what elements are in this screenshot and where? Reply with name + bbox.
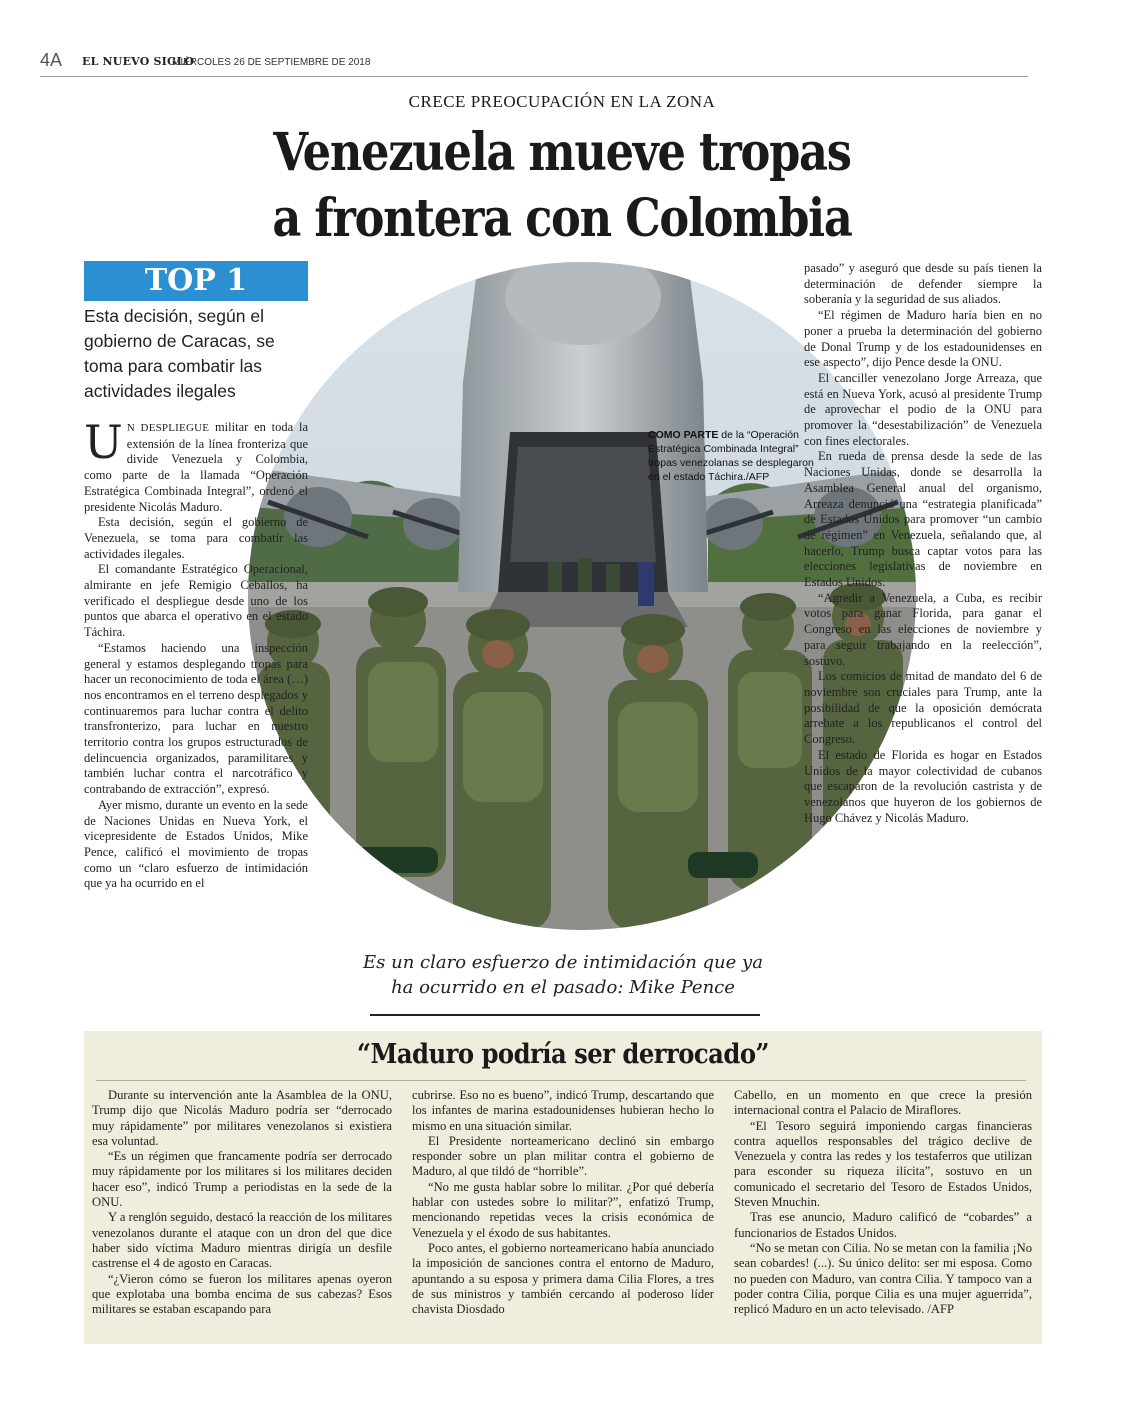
paragraph: “¿Vieron cómo se fueron los militares apenas oyeron que explotaba una bomba encima de sus cabezas? Esos militares se estaban escapando para bbox=[92, 1271, 392, 1317]
newspaper-name: EL NUEVO SIGLO bbox=[82, 55, 195, 68]
paragraph: El comandante Estratégico Operacional, almirante en jefe Remigio Ceballos, ha verificado el despliegue desde uno de los puntos que abarca el operativo en el estado Táchira. bbox=[84, 562, 308, 640]
pull-quote-rule bbox=[370, 1014, 760, 1016]
paragraph bbox=[84, 415, 308, 515]
sidebar-title: “Maduro podría ser derrocado” bbox=[357, 1039, 769, 1070]
sidebar-column-1 bbox=[92, 1088, 392, 1317]
sidebar-column-2 bbox=[412, 1088, 714, 1317]
paragraph: Los comicios de mitad de mandato del 6 de noviembre son cruciales para Trump, ante la posibilidad de que la oposición demócrata arrebate a los republicanos el control del Congreso. bbox=[804, 669, 1042, 747]
sidebar-title-rule bbox=[96, 1080, 1026, 1081]
caption-text: de la “Operación Estratégica Combinada Integral” tropas venezolanas se desplegaron en el estado Táchira./AFP bbox=[648, 429, 814, 483]
paragraph: pasado” y aseguró que desde su país tienen la determinación de defender siempre la soberanía y la seguridad de sus aliados. bbox=[804, 261, 1042, 307]
paragraph: “El régimen de Maduro haría bien en no poner a prueba la determinación del gobierno de Donal Trump y de los estadounidenses en ese aspecto”, dijo Pence desde la ONU. bbox=[804, 308, 1042, 370]
article-column-right bbox=[804, 261, 1042, 826]
caption-lead: COMO PARTE bbox=[648, 429, 719, 441]
paragraph: “No me gusta hablar sobre lo militar. ¿Por qué debería hablar con ustedes sobre lo militar?”, enfatizó Trump, mencionando repetidas veces la crisis económica de Venezuela y el éxodo de sus habitantes. bbox=[412, 1179, 714, 1240]
lead-in: N DESPLIEGUE bbox=[126, 422, 210, 434]
paragraph: Ayer mismo, durante un evento en la sede de Naciones Unidas en Nueva York, el vicepresidente de Estados Unidos, Mike Pence, calificó el movimiento de tropas como un “claro esfuerzo de intimidación que ya ha ocurrido en el bbox=[84, 797, 308, 891]
paragraph: “No se metan con Cilia. No se metan con la familia ¡No sean cobardes! (...). Su único delito: ser mi esposa. Como no pueden con Maduro, van contra Cilia. Y tampoco van a poder contra Cilia, porque Cilia es una mujer aguerrida”, replicó Maduro en un acto televisado. /AFP bbox=[734, 1240, 1032, 1317]
header-rule bbox=[40, 76, 1028, 77]
page-number: 4A bbox=[40, 50, 63, 70]
top-summary: Esta decisión, según el gobierno de Caracas, se toma para combatir las actividades ilegales bbox=[84, 306, 275, 401]
edition-date: MIÉRCOLES 26 DE SEPTIEMBRE DE 2018 bbox=[172, 57, 371, 68]
paragraph: “El Tesoro seguirá imponiendo cargas financieras contra aquellos responsables del trágico declive de Venezuela y contra las redes y los testaferros que utilizan para esconder su riqueza ilícita”, sostuvo en un comunicado el secretario del Tesoro de Estados Unidos, Steven Mnuchin. bbox=[734, 1118, 1032, 1210]
sidebar-column-3 bbox=[734, 1088, 1032, 1317]
headline-line-1: Venezuela mueve tropas bbox=[273, 122, 851, 183]
paragraph: “Estamos haciendo una inspección general y estamos desplegando tropas para hacer un reconocimiento de toda el área (…) nos encontramos en el terreno desplegados y continuaremos para luchar contra el delito transfronterizo, para luchar en nuestro territorio contra los grupos estructurados de delincuencia organizados, paramilitares y también luchar contra el narcotráfico y contrabando de extracción”, expresó. bbox=[84, 640, 308, 797]
paragraph-text: militar en toda la extensión de la línea fronteriza que divide Venezuela y Colombia, como parte de la llamada “Operación Estratégica Combinada Integral”, ordenó el presidente Nicolás Maduro. bbox=[84, 420, 308, 514]
article-column-left bbox=[84, 415, 308, 892]
paragraph: El estado de Florida es hogar en Estados Unidos de la mayor colectividad de cubanos que escaparon de la revolución castrista y de venezolanos que huyeron de los gobiernos de Hugo Chávez y Nicolás Maduro. bbox=[804, 747, 1042, 825]
article-headline bbox=[79, 120, 1046, 252]
paragraph: Y a renglón seguido, destacó la reacción de los militares venezolanos durante el ataque con un dron del que dice haber sido víctima Maduro mientras dirigía un desfile castrense el 4 de agosto en Caracas. bbox=[92, 1210, 392, 1271]
photo-caption bbox=[648, 428, 822, 484]
pull-quote: Es un claro esfuerzo de intimidación que ya ha ocurrido en el pasado: Mike Pence bbox=[363, 952, 763, 998]
paragraph: Esta decisión, según el gobierno de Venezuela, se toma para combatir las actividades ilegales. bbox=[84, 515, 308, 561]
paragraph: “Es un régimen que francamente podría ser derrocado muy rápidamente por los militares si los militares deciden hacer eso”, indicó Trump a periodistas en la sede de la ONU. bbox=[92, 1149, 392, 1210]
paragraph: Poco antes, el gobierno norteamericano había anunciado la imposición de sanciones contra el entorno de Maduro, apuntando a su esposa y primera dama Cilia Flores, a tres de sus ministros y también cercando al poderoso líder chavista Diosdado bbox=[412, 1240, 714, 1317]
paragraph: Durante su intervención ante la Asamblea de la ONU, Trump dijo que Nicolás Maduro podría ser “derrocado muy rápidamente” por militares venezolanos si existiera esa voluntad. bbox=[92, 1088, 392, 1148]
paragraph: El canciller venezolano Jorge Arreaza, que está en Nueva York, acusó al presidente Trump de aprovechar el podio de la ONU para promover la “desestabilización” de Venezuela con fines electorales. bbox=[804, 370, 1042, 448]
drop-cap: U bbox=[84, 415, 123, 469]
paragraph: El Presidente norteamericano declinó sin embargo responder sobre un plan militar contra el gobierno de Maduro, al que tildó de “horrible”. bbox=[412, 1133, 714, 1179]
paragraph: cubrirse. Eso no es bueno”, indicó Trump, descartando que los infantes de marina estadounidenses hubieran hecho lo mismo en una situación similar. bbox=[412, 1088, 714, 1133]
article-kicker: CRECE PREOCUPACIÓN EN LA ZONA bbox=[408, 92, 716, 111]
paragraph: Tras ese anuncio, Maduro calificó de “cobardes” a funcionarios de Estados Unidos. bbox=[734, 1210, 1032, 1240]
paragraph: “Agredir a Venezuela, a Cuba, es recibir votos para ganar Florida, para ganar el Congreso en las elecciones de noviembre y para seguir trabajando en la reelección”, sostuvo. bbox=[804, 590, 1042, 668]
top-badge: TOP 1 bbox=[84, 261, 308, 301]
paragraph: En rueda de prensa desde la sede de las Naciones Unidas, donde se desarrolla la Asamblea General anual del organismo, Arreaza denunció una “estrategia planificada” de Estados Unidos para promover “un cambio de régimen” en Venezuela, señalando que, al hacerlo, Trump busca captar votos para las elecciones legislativas de noviembre en Estados Unidos. bbox=[804, 449, 1042, 590]
headline-line-2: a frontera con Colombia bbox=[272, 188, 852, 249]
paragraph: Cabello, en un momento en que crece la presión internacional contra el Palacio de Miraflores. bbox=[734, 1088, 1032, 1118]
